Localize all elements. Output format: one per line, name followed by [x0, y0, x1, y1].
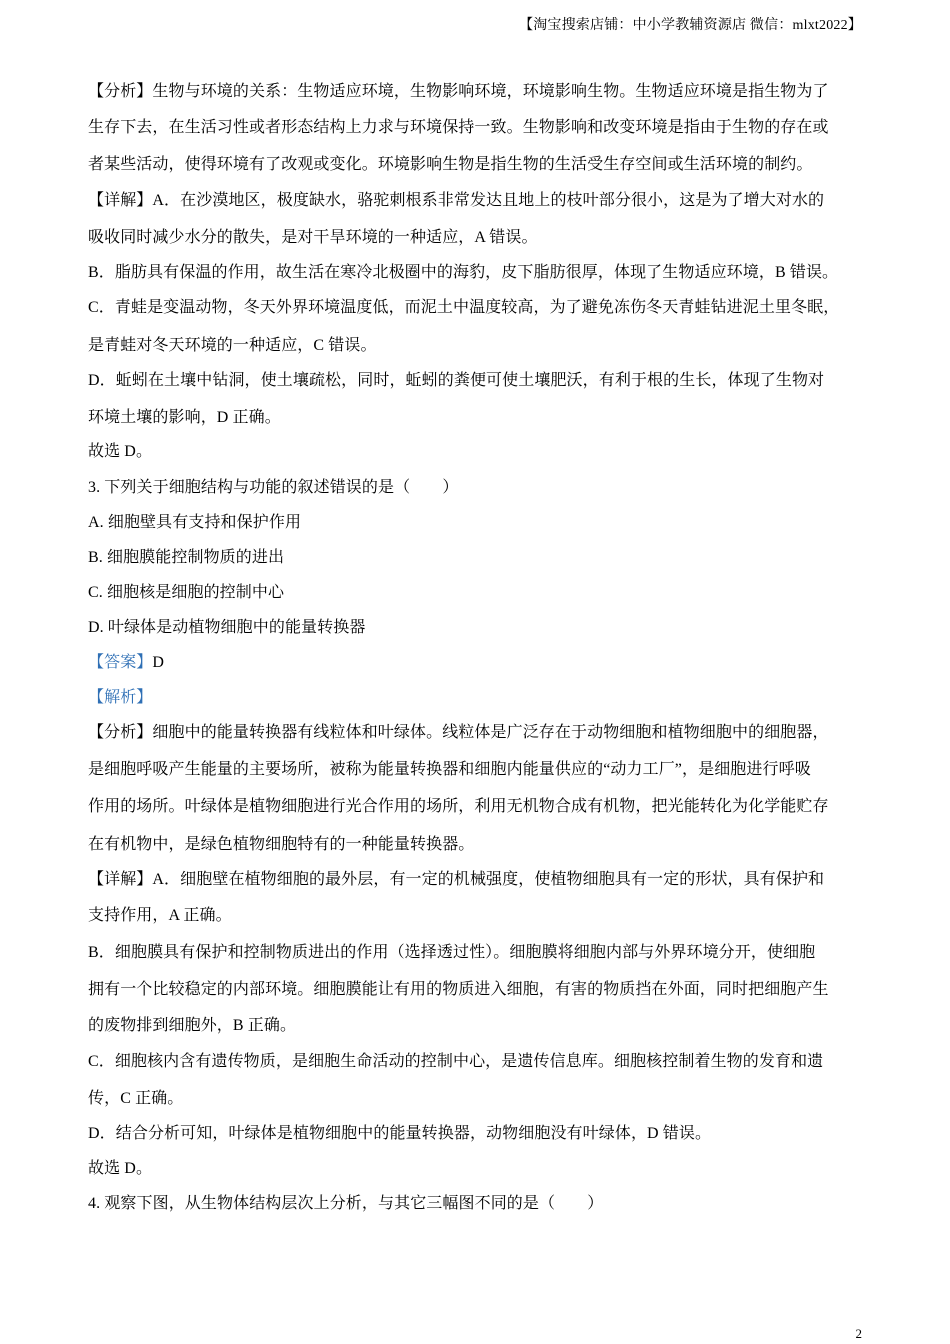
paragraph-line: 在有机物中，是绿色植物细胞特有的一种能量转换器。: [88, 836, 475, 853]
paragraph-line: B．细胞膜具有保护和控制物质进出的作用（选择透过性）。细胞膜将细胞内部与外界环境分开，使细胞: [88, 944, 816, 961]
paragraph-line: 环境土壤的影响，D 正确。: [88, 409, 281, 426]
paragraph-line: 吸收同时减少水分的散失，是对干旱环境的一种适应，A 错误。: [88, 229, 538, 246]
paragraph-line: C．细胞核内含有遗传物质，是细胞生命活动的控制中心，是遗传信息库。细胞核控制着生物的发育和遗: [88, 1053, 824, 1070]
question-3-stem: 3. 下列关于细胞结构与功能的叙述错误的是（ ）: [88, 479, 459, 496]
paragraph-line: 拥有一个比较稳定的内部环境。细胞膜能让有用的物质进入细胞，有害的物质挡在外面，同时把细胞产生: [88, 981, 829, 998]
paragraph-line: 生存下去，在生活习性或者形态结构上力求与环境保持一致。生物影响和改变环境是指由于生物的存在或: [88, 119, 829, 136]
answer-label: 【答案】: [88, 654, 153, 671]
option-a: A. 细胞壁具有支持和保护作用: [88, 514, 302, 531]
answer-line: [88, 653, 164, 673]
analysis-label: 【解析】: [88, 689, 153, 706]
paragraph-line: 是细胞呼吸产生能量的主要场所，被称为能量转换器和细胞内能量供应的“动力工厂”，是细胞进行呼吸: [88, 761, 811, 778]
paragraph-line: 的废物排到细胞外，B 正确。: [88, 1017, 297, 1034]
paragraph-line: D．蚯蚓在土壤中钻洞，使土壤疏松，同时，蚯蚓的粪便可使土壤肥沃，有利于根的生长，体现了生物对: [88, 372, 825, 389]
paragraph-line: 是青蛙对冬天环境的一种适应，C 错误。: [88, 337, 377, 354]
option-d: D. 叶绿体是动植物细胞中的能量转换器: [88, 619, 366, 636]
paragraph-line: 【分析】生物与环境的关系：生物适应环境，生物影响环境，环境影响生物。生物适应环境是指生物为了: [88, 83, 829, 100]
paragraph-line: 【详解】A．在沙漠地区，极度缺水，骆驼刺根系非常发达且地上的枝叶部分很小，这是为了增大对水的: [88, 192, 825, 209]
paragraph-line: 传，C 正确。: [88, 1090, 184, 1107]
paragraph-line: 作用的场所。叶绿体是植物细胞进行光合作用的场所，利用无机物合成有机物，把光能转化为化学能贮存: [88, 798, 829, 815]
page-number: 2: [855, 1326, 862, 1341]
option-b: B. 细胞膜能控制物质的进出: [88, 549, 285, 566]
paragraph-line: 支持作用，A 正确。: [88, 907, 232, 924]
paragraph-line: C．青蛙是变温动物，冬天外界环境温度低，而泥土中温度较高，为了避免冻伤冬天青蛙钻进泥土里冬眠，: [88, 299, 840, 316]
paragraph-line: 者某些活动，使得环境有了改观或变化。环境影响生物是指生物的生活受生存空间或生活环境的制约。: [88, 156, 813, 173]
paragraph-line: 【详解】A．细胞壁在植物细胞的最外层，有一定的机械强度，使植物细胞具有一定的形状，具有保护和: [88, 871, 825, 888]
paragraph-line: 【分析】细胞中的能量转换器有线粒体和叶绿体。线粒体是广泛存在于动物细胞和植物细胞中的细胞器，: [88, 724, 829, 741]
paragraph-line: B．脂肪具有保温的作用，故生活在寒冷北极圈中的海豹，皮下脂肪很厚，体现了生物适应环境，B 错误。: [88, 264, 839, 281]
answer-value: D: [152, 654, 165, 671]
option-c: C. 细胞核是细胞的控制中心: [88, 584, 285, 601]
paragraph-line: D．结合分析可知，叶绿体是植物细胞中的能量转换器，动物细胞没有叶绿体，D 错误。: [88, 1125, 712, 1142]
paragraph-line: 故选 D。: [88, 1160, 153, 1177]
page-header-watermark: 【淘宝搜索店铺：中小学教辅资源店 微信：mlxt2022】: [519, 18, 862, 33]
paragraph-line: 故选 D。: [88, 443, 153, 460]
question-4-stem: 4. 观察下图，从生物体结构层次上分析，与其它三幅图不同的是（ ）: [88, 1195, 604, 1212]
